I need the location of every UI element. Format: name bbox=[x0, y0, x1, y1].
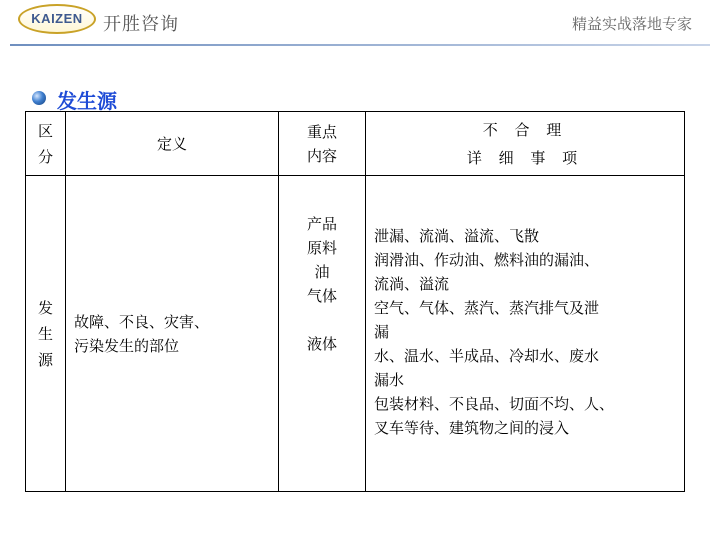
issue-line: 空气、气体、蒸汽、蒸汽排气及泄 bbox=[374, 299, 600, 317]
issue-line: 漏 bbox=[374, 323, 390, 341]
header-bar bbox=[0, 0, 720, 48]
header-definition bbox=[66, 112, 279, 176]
row-definition bbox=[66, 176, 279, 492]
bullet-icon bbox=[32, 91, 46, 105]
issue-line: 叉车等待、建筑物之间的浸入 bbox=[374, 419, 570, 437]
table-header-row bbox=[26, 112, 685, 176]
issue-line: 漏水 bbox=[374, 371, 405, 389]
issue-line: 润滑油、作动油、燃料油的漏油、 bbox=[374, 251, 600, 269]
focus-item: 油 bbox=[314, 263, 330, 281]
definition-line: 污染发生的部位 bbox=[74, 336, 180, 355]
table-row bbox=[26, 176, 685, 492]
row-category bbox=[26, 176, 66, 492]
focus-item: 产品 bbox=[306, 215, 337, 233]
issue-line: 泄漏、流淌、溢流、飞散 bbox=[374, 227, 540, 245]
header-definition-text: 定义 bbox=[156, 134, 187, 153]
logo-wordmark: KAIZEN bbox=[31, 11, 83, 26]
logo-chinese-name: 开胜咨询 bbox=[103, 14, 179, 35]
header-issues bbox=[366, 112, 685, 176]
header-issues-line: 不 合 理 bbox=[482, 120, 568, 139]
focus-item: 原料 bbox=[306, 239, 337, 257]
row-focus bbox=[279, 176, 366, 492]
header-focus-line: 内容 bbox=[306, 146, 337, 165]
category-char: 生 bbox=[37, 324, 53, 343]
header-category-line: 区 bbox=[37, 121, 53, 140]
kaizen-logo bbox=[18, 4, 96, 34]
category-char: 源 bbox=[37, 350, 53, 369]
section-title: 发生源 bbox=[57, 89, 117, 113]
header-focus bbox=[279, 112, 366, 176]
definition-line: 故障、不良、灾害、 bbox=[74, 312, 210, 331]
issue-line: 水、温水、半成品、冷却水、废水 bbox=[374, 347, 600, 365]
header-divider bbox=[10, 44, 710, 46]
row-issues bbox=[366, 176, 685, 492]
header-category-line: 分 bbox=[37, 147, 53, 166]
header-slogan: 精益实战落地专家 bbox=[571, 15, 692, 33]
issue-line: 流淌、溢流 bbox=[374, 275, 450, 293]
focus-item: 液体 bbox=[306, 335, 337, 353]
header-category bbox=[26, 112, 66, 176]
header-focus-line: 重点 bbox=[306, 122, 337, 141]
source-table bbox=[25, 111, 685, 492]
category-char: 发 bbox=[37, 298, 53, 317]
header-issues-line: 详 细 事 项 bbox=[466, 148, 584, 167]
focus-spacer bbox=[279, 308, 365, 332]
focus-item: 气体 bbox=[306, 287, 337, 305]
issue-line: 包装材料、不良品、切面不均、人、 bbox=[374, 395, 615, 413]
